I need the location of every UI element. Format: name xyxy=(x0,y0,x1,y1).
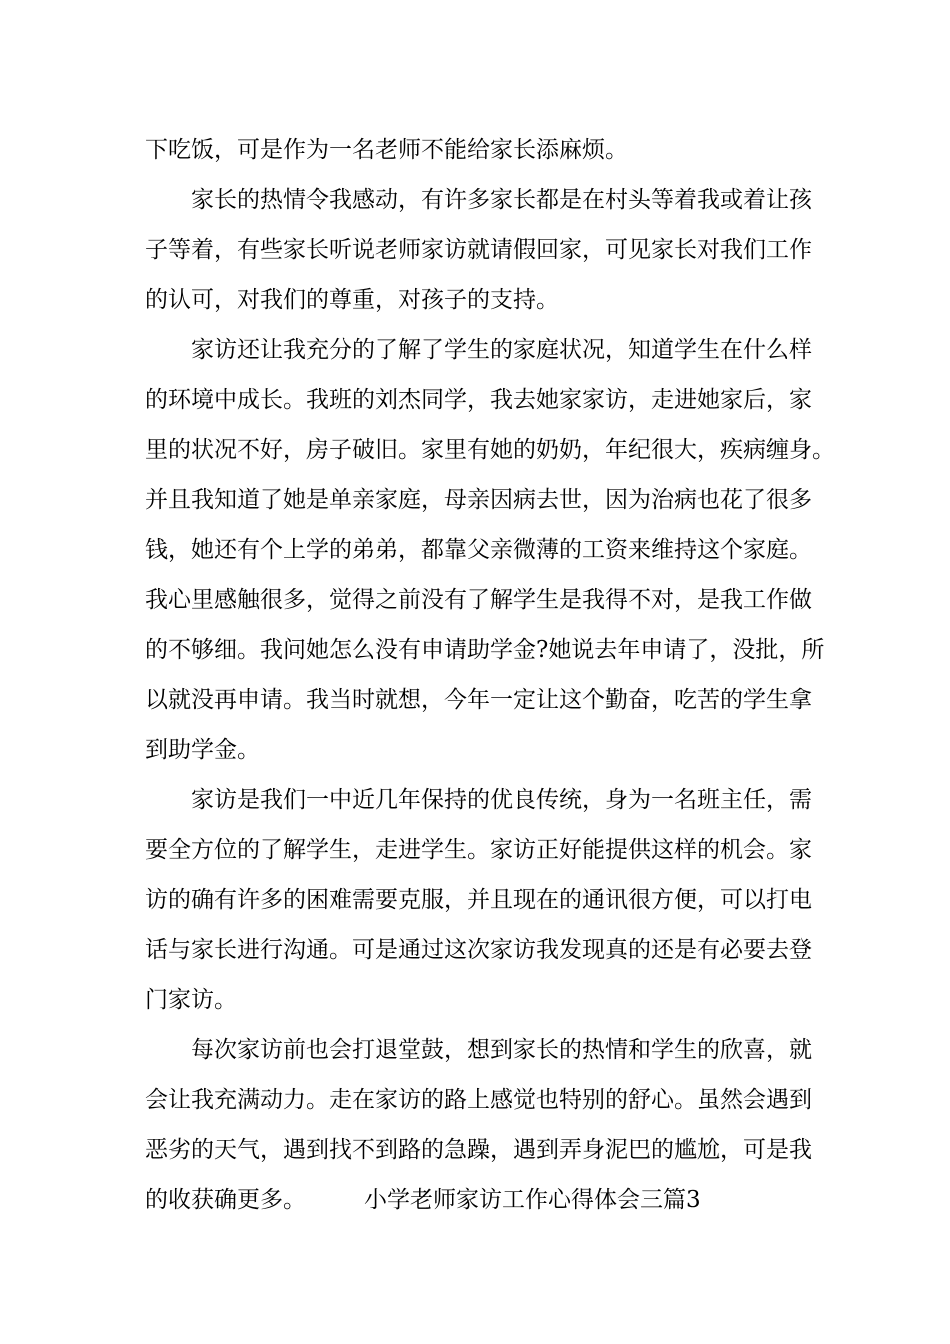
text-line-6: 的环境中成长。我班的刘杰同学，我去她家家访，走进她家后，家 xyxy=(145,387,812,413)
text-line-4: 的认可，对我们的尊重，对孩子的支持。 xyxy=(145,287,559,313)
text-line-17: 话与家长进行沟通。可是通过这次家访我发现真的还是有必要去登 xyxy=(145,937,812,963)
text-line-19: 每次家访前也会打退堂鼓，想到家长的热情和学生的欣喜，就 xyxy=(191,1037,812,1063)
text-line-20: 会让我充满动力。走在家访的路上感觉也特别的舒心。虽然会遇到 xyxy=(145,1087,812,1113)
text-line-21: 恶劣的天气，遇到找不到路的急躁，遇到弄身泥巴的尴尬，可是我 xyxy=(145,1137,812,1163)
text-line-13: 到助学金。 xyxy=(145,737,260,763)
text-line-11: 的不够细。我问她怎么没有申请助学金?她说去年申请了，没批，所 xyxy=(145,637,825,663)
text-line-18: 门家访。 xyxy=(145,987,237,1013)
text-line-16: 访的确有许多的困难需要克服，并且现在的通讯很方便，可以打电 xyxy=(145,887,812,913)
text-line-8: 并且我知道了她是单亲家庭，母亲因病去世，因为治病也花了很多 xyxy=(145,487,812,513)
next-section-title: 小学老师家访工作心得体会三篇3 xyxy=(364,1187,701,1213)
text-line-3: 子等着，有些家长听说老师家访就请假回家，可见家长对我们工作 xyxy=(145,237,812,263)
text-line-14: 家访是我们一中近几年保持的优良传统，身为一名班主任，需 xyxy=(191,787,812,813)
text-line-15: 要全方位的了解学生，走进学生。家访正好能提供这样的机会。家 xyxy=(145,837,812,863)
text-line-10: 我心里感触很多，觉得之前没有了解学生是我得不对，是我工作做 xyxy=(145,587,812,613)
text-line-1: 下吃饭，可是作为一名老师不能给家长添麻烦。 xyxy=(145,137,628,163)
text-line-12: 以就没再申请。我当时就想，今年一定让这个勤奋，吃苦的学生拿 xyxy=(145,687,812,713)
text-line-2: 家长的热情令我感动，有许多家长都是在村头等着我或着让孩 xyxy=(191,187,812,213)
text-line-22 xyxy=(145,1185,701,1215)
text-line-7: 里的状况不好，房子破旧。家里有她的奶奶，年纪很大，疾病缠身。 xyxy=(145,437,835,463)
text-line-9: 钱，她还有个上学的弟弟，都靠父亲微薄的工资来维持这个家庭。 xyxy=(145,537,812,563)
text-line-5: 家访还让我充分的了解了学生的家庭状况，知道学生在什么样 xyxy=(191,337,812,363)
text-line-22-body: 的收获确更多。 xyxy=(145,1187,306,1213)
